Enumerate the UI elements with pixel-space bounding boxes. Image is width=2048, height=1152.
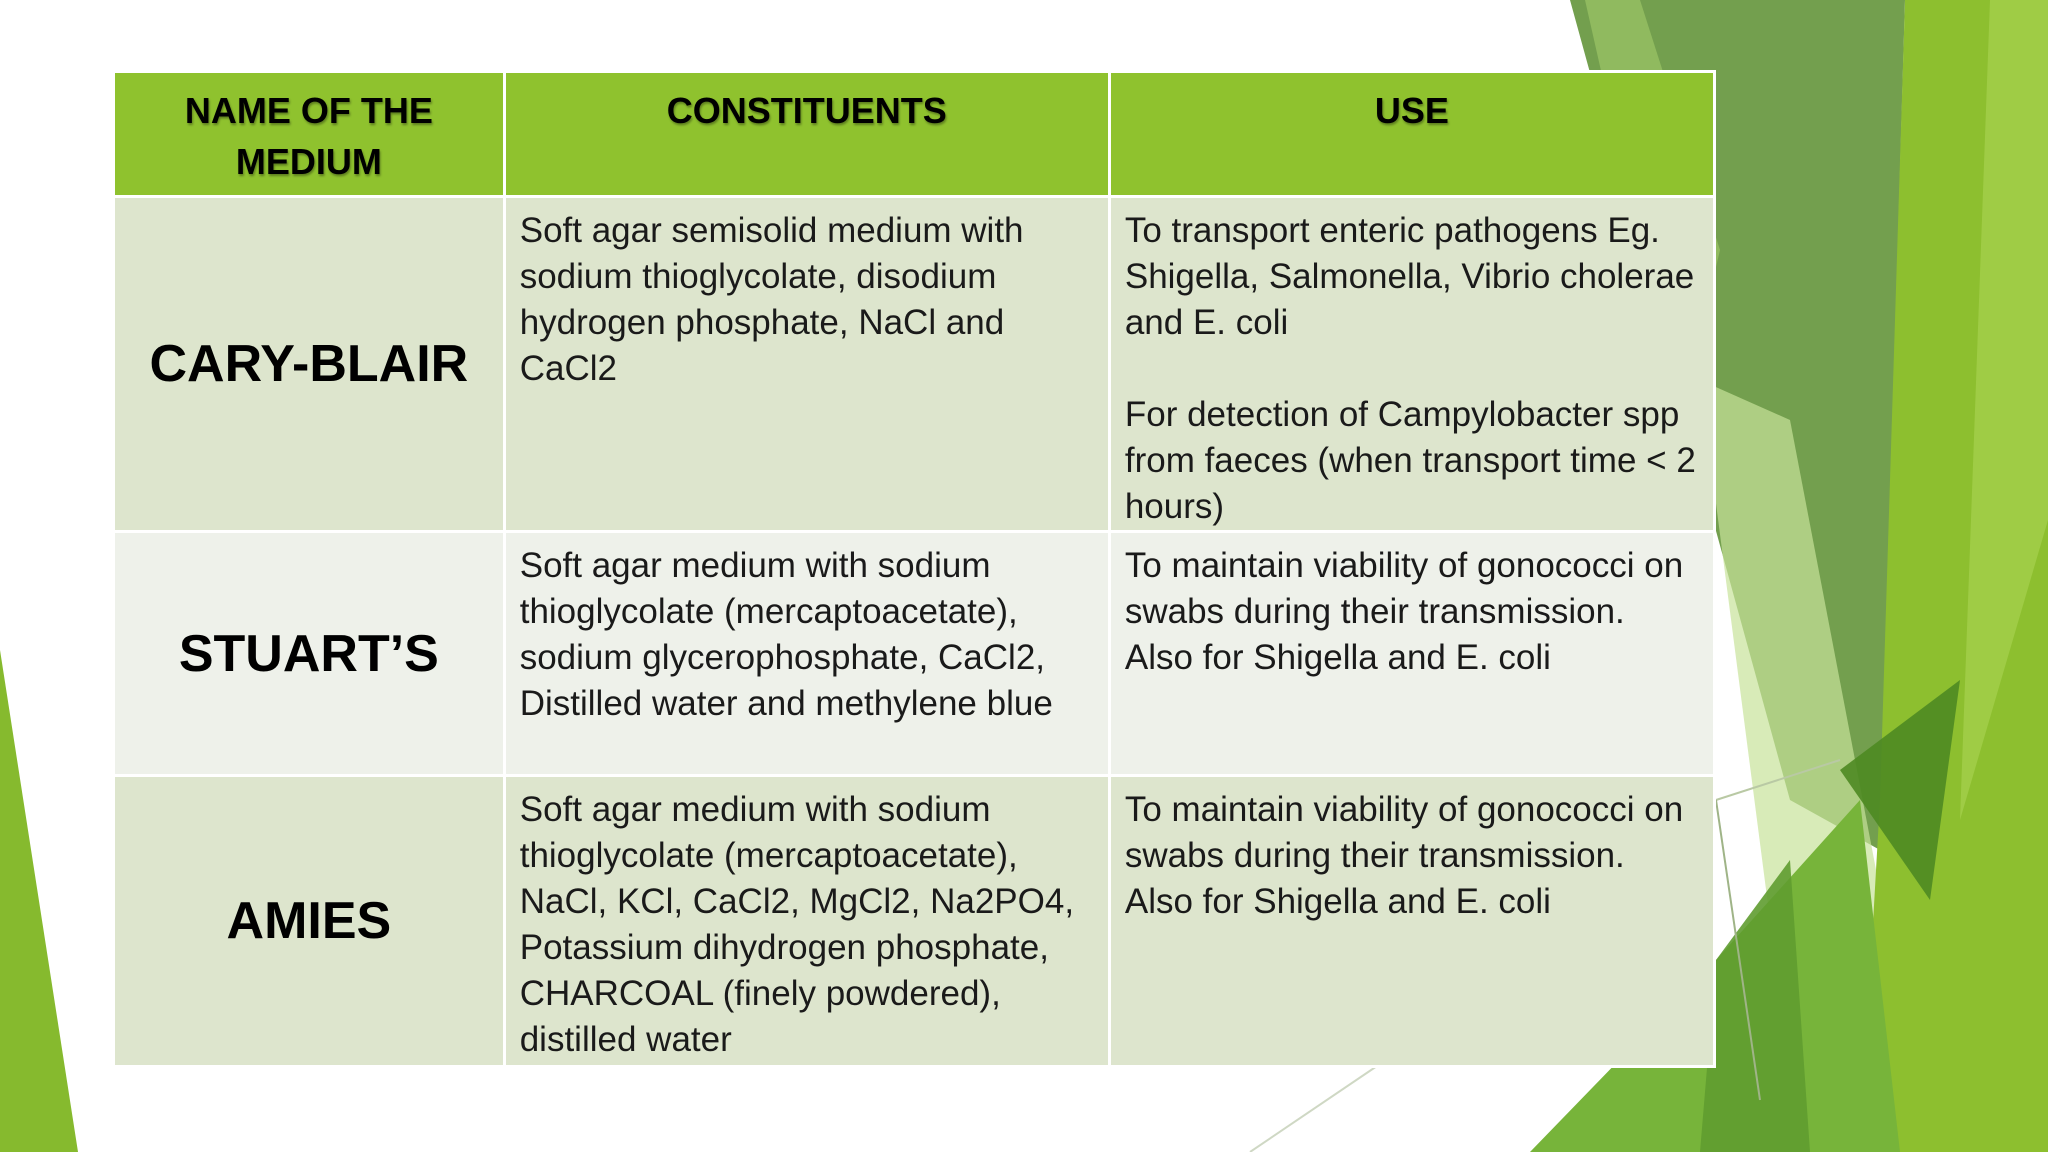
use-cell: To maintain viability of gonococci on swabs during their transmission. Also for Shigella and E. coli <box>1109 532 1714 776</box>
table-header-row <box>114 72 1715 197</box>
use-cell: To maintain viability of gonococci on swabs during their transmission. Also for Shigella and E. coli <box>1109 776 1714 1067</box>
medium-name: STUART’S <box>114 532 505 776</box>
use-cell: To transport enteric pathogens Eg. Shigella, Salmonella, Vibrio cholerae and E. coli For detection of Campylobacter spp from faeces (when transport time < 2 hours) <box>1109 197 1714 532</box>
constituents-cell: Soft agar medium with sodium thioglycolate (mercaptoacetate), NaCl, KCl, CaCl2, MgCl2, Na2PO4, Potassium dihydrogen phosphate, CHARCOAL (finely powdered), distilled water <box>504 776 1109 1067</box>
table-row <box>114 532 1715 776</box>
medium-name: CARY-BLAIR <box>114 197 505 532</box>
header-use: USE <box>1109 72 1714 197</box>
header-name-of-medium: NAME OF THE MEDIUM <box>114 72 505 197</box>
constituents-cell: Soft agar medium with sodium thioglycolate (mercaptoacetate), sodium glycerophosphate, CaCl2, Distilled water and methylene blue <box>504 532 1109 776</box>
bg-line-1 <box>1250 1064 1380 1152</box>
table-row <box>114 776 1715 1067</box>
header-constituents: CONSTITUENTS <box>504 72 1109 197</box>
table-row <box>114 197 1715 532</box>
bg-facet-left <box>0 650 78 1152</box>
constituents-cell: Soft agar semisolid medium with sodium thioglycolate, disodium hydrogen phosphate, NaCl and CaCl2 <box>504 197 1109 532</box>
medium-name: AMIES <box>114 776 505 1067</box>
transport-media-table <box>112 70 1716 1068</box>
